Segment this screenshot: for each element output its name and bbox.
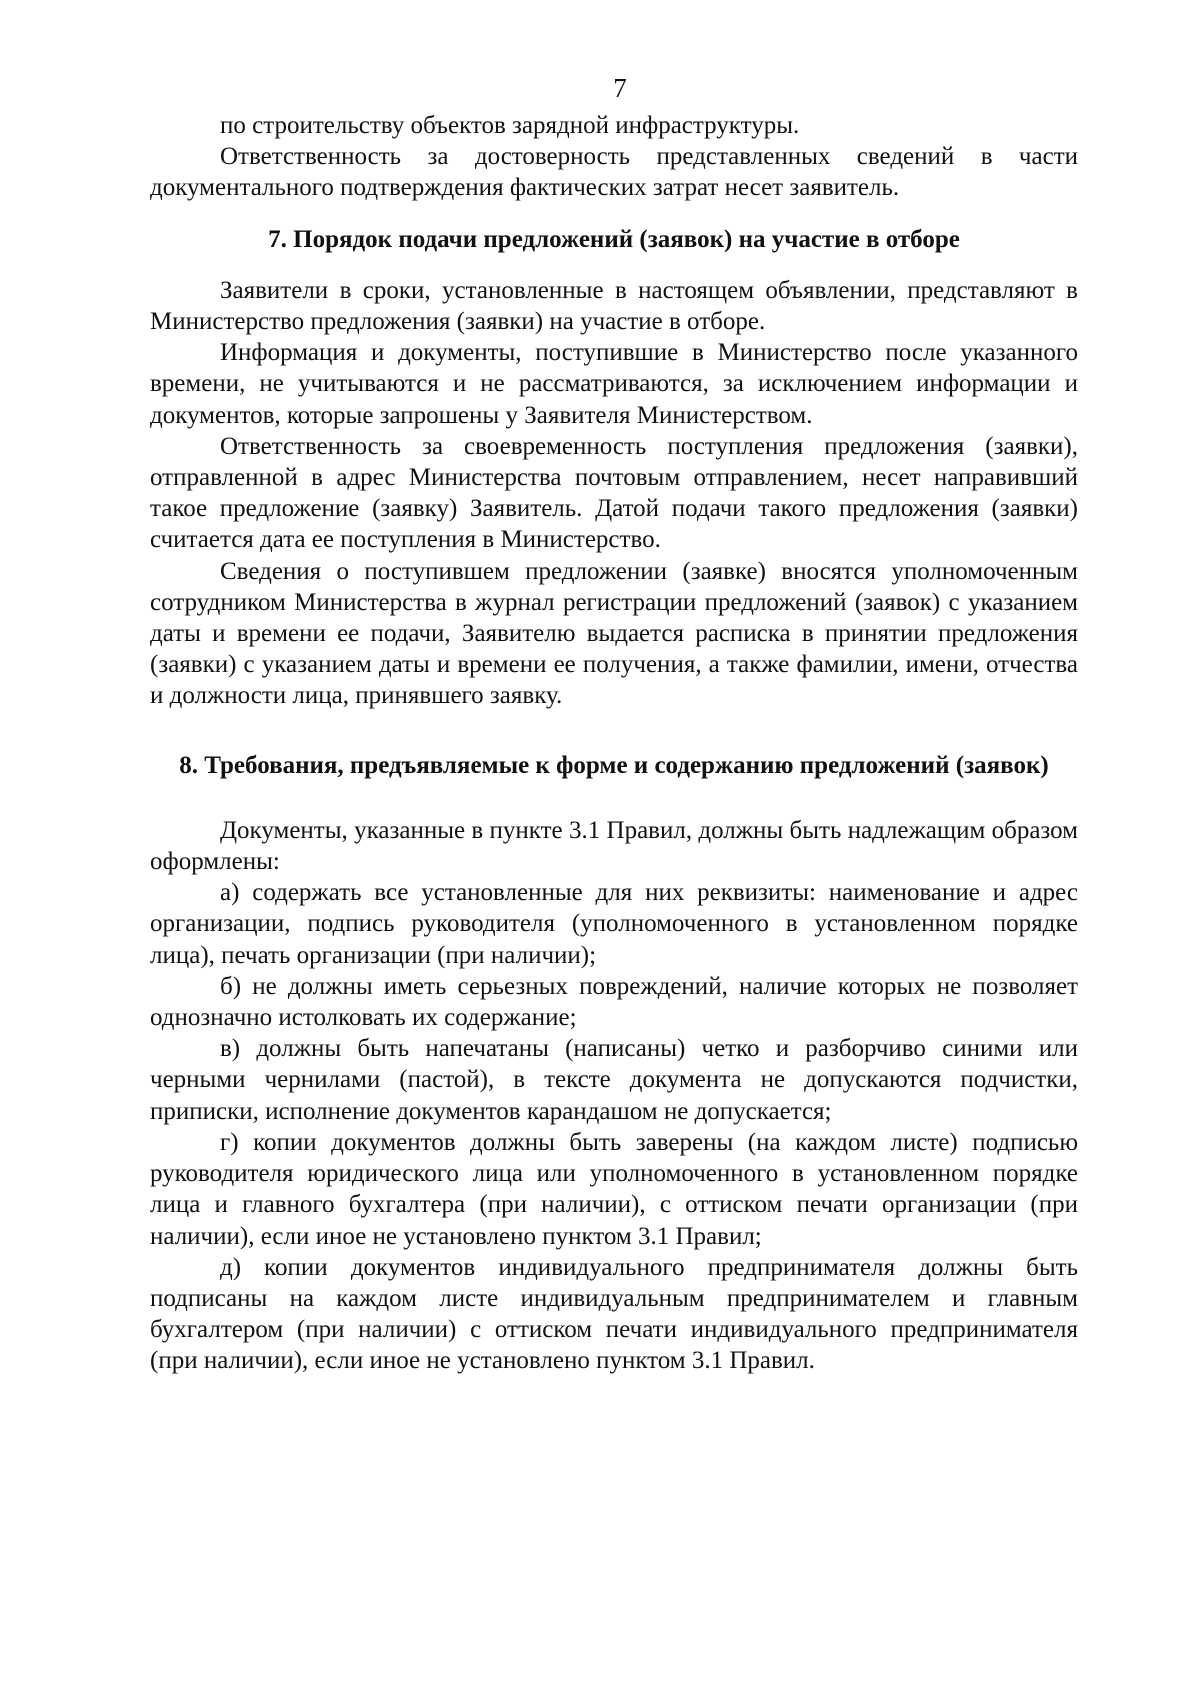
- section-7-paragraph-4: Сведения о поступившем предложении (заявке) вносятся уполномоченным сотрудником Министерства в журнал регистрации предложений (заявок) с указанием даты и времени ее подачи, Заявителю выдается расписка в принятии предложения (заявки) с указанием даты и времени ее получения, а также фамилии, имени, отчества и должности лица, принявшего заявку.: [150, 557, 1078, 710]
- section-8-heading: 8. Требования, предъявляемые к форме и содержанию предложений (заявок): [179, 751, 1049, 779]
- section-8-intro: Документы, указанные в пункте 3.1 Правил, должны быть надлежащим образом оформлены:: [150, 816, 1078, 876]
- document-body: [150, 110, 1078, 1377]
- section-7-heading: 7. Порядок подачи предложений (заявок) на участие в отборе: [268, 225, 960, 253]
- section-7-paragraph-2: Информация и документы, поступившие в Министерство после указанного времени, не учитываются и не рассматриваются, за исключением информации и документов, которые запрошены у Заявителя Министерством.: [150, 339, 1078, 429]
- section-7-paragraph-1: Заявители в сроки, установленные в настоящем объявлении, представляют в Министерство предложения (заявки) на участие в отборе.: [150, 276, 1078, 336]
- section-8-item-v: в) должны быть напечатаны (написаны) четко и разборчиво синими или черными чернилами (пастой), в тексте документа не допускаются подчистки, приписки, исполнение документов карандашом не допускается;: [150, 1035, 1078, 1125]
- page-number: 7: [613, 73, 627, 103]
- section-8-item-b: б) не должны иметь серьезных повреждений, наличие которых не позволяет однозначно истолковать их содержание;: [150, 972, 1078, 1032]
- section-7-paragraph-3: Ответственность за своевременность поступления предложения (заявки), отправленной в адрес Министерства почтовым отправлением, несет направивший такое предложение (заявку) Заявитель. Датой подачи такого предложения (заявки) считается дата ее поступления в Министерство.: [150, 432, 1078, 554]
- paragraph-responsibility: Ответственность за достоверность представленных сведений в части документального подтверждения фактических затрат несет заявитель.: [150, 143, 1078, 202]
- paragraph-continuation: по строительству объектов зарядной инфраструктуры.: [220, 112, 800, 139]
- section-8-item-g: г) копии документов должны быть заверены (на каждом листе) подписью руководителя юридического лица или уполномоченного в установленном порядке лица и главного бухгалтера (при наличии), с оттиском печати организации (при наличии), если иное не установлено пунктом 3.1 Правил;: [150, 1128, 1078, 1250]
- section-8-item-a: а) содержать все установленные для них реквизиты: наименование и адрес организации, подпись руководителя (уполномоченного в установленном порядке лица), печать организации (при наличии);: [150, 879, 1078, 969]
- section-8-item-d: д) копии документов индивидуального предпринимателя должны быть подписаны на каждом листе индивидуальным предпринимателем и главным бухгалтером (при наличии) с оттиском печати индивидуального предпринимателя (при наличии), если иное не установлено пунктом 3.1 Правил.: [150, 1253, 1078, 1375]
